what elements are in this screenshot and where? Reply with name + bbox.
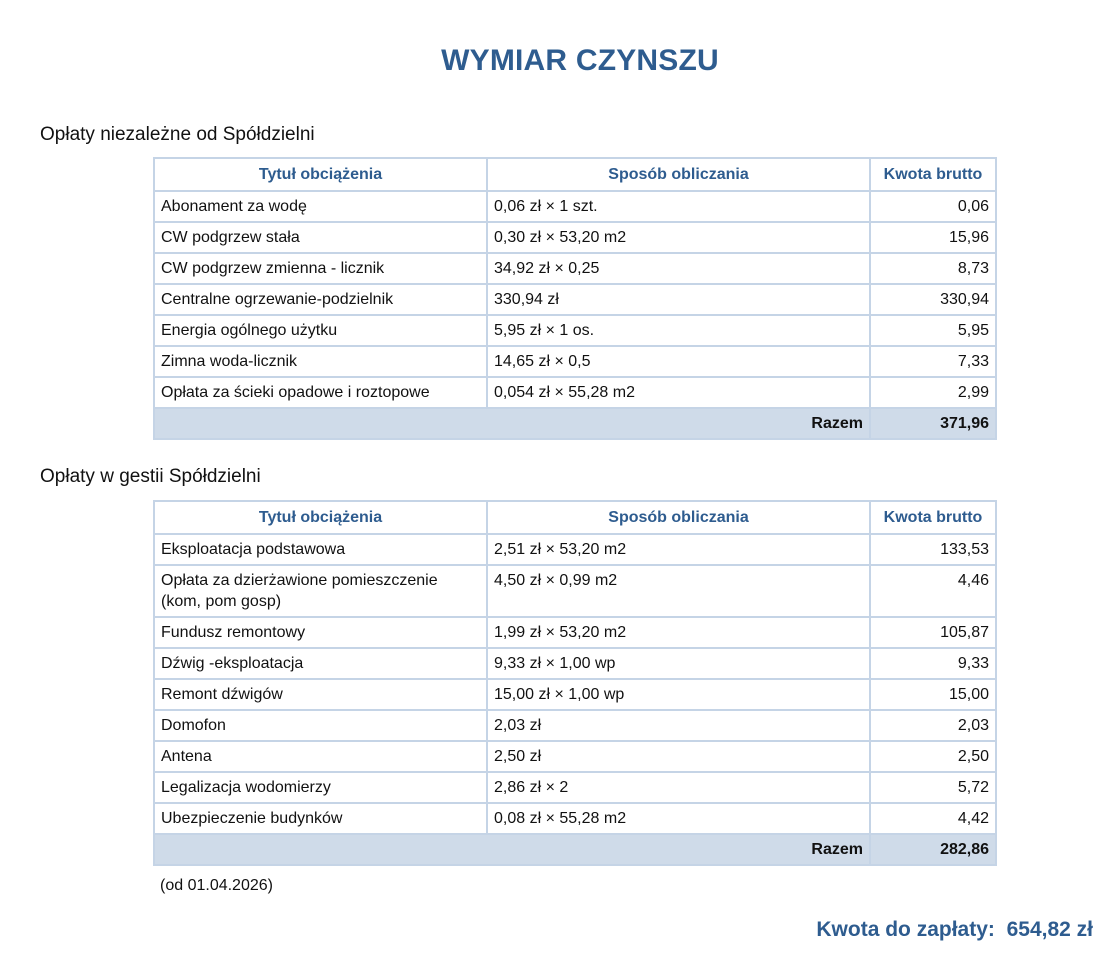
row-title: CW podgrzew zmienna - licznik xyxy=(154,253,487,284)
row-title: Centralne ogrzewanie-podzielnik xyxy=(154,284,487,315)
effective-date-note: (od 01.04.2026) xyxy=(160,877,273,894)
row-method: 0,08 zł × 55,28 m2 xyxy=(487,803,870,834)
column-header-amount: Kwota brutto xyxy=(870,501,996,534)
row-amount: 15,96 xyxy=(870,222,996,253)
row-method: 0,054 zł × 55,28 m2 xyxy=(487,377,870,408)
row-amount: 133,53 xyxy=(870,534,996,565)
column-header-method: Sposób obliczania xyxy=(487,501,870,534)
row-title: Legalizacja wodomierzy xyxy=(154,772,487,803)
total-amount: 282,86 xyxy=(870,834,996,865)
table-row xyxy=(154,222,996,253)
table-row xyxy=(154,803,996,834)
table-row xyxy=(154,772,996,803)
row-amount: 7,33 xyxy=(870,346,996,377)
table-header-row xyxy=(154,501,996,534)
row-amount: 2,50 xyxy=(870,741,996,772)
row-method: 15,00 zł × 1,00 wp xyxy=(487,679,870,710)
row-amount: 8,73 xyxy=(870,253,996,284)
row-method: 2,86 zł × 2 xyxy=(487,772,870,803)
table-header-row xyxy=(154,158,996,191)
table-row xyxy=(154,253,996,284)
row-amount: 5,72 xyxy=(870,772,996,803)
table-total-row xyxy=(154,408,996,439)
page-title: WYMIAR CZYNSZU xyxy=(441,44,719,77)
table-row xyxy=(154,565,996,617)
row-title: Fundusz remontowy xyxy=(154,617,487,648)
row-title: CW podgrzew stała xyxy=(154,222,487,253)
row-method: 2,03 zł xyxy=(487,710,870,741)
row-title: Remont dźwigów xyxy=(154,679,487,710)
amount-to-pay-label: Kwota do zapłaty: xyxy=(816,918,1001,941)
row-title: Dźwig -eksploatacja xyxy=(154,648,487,679)
section-heading-cooperative-fees: Opłaty w gestii Spółdzielni xyxy=(40,466,261,487)
row-method: 330,94 zł xyxy=(487,284,870,315)
row-title: Opłata za dzierżawione pomieszczenie (kom, pom gosp) xyxy=(154,565,487,617)
row-amount: 330,94 xyxy=(870,284,996,315)
column-header-method: Sposób obliczania xyxy=(487,158,870,191)
row-title: Zimna woda-licznik xyxy=(154,346,487,377)
table-row xyxy=(154,284,996,315)
row-amount: 15,00 xyxy=(870,679,996,710)
row-amount: 4,46 xyxy=(870,565,996,617)
row-title: Ubezpieczenie budynków xyxy=(154,803,487,834)
column-header-title: Tytuł obciążenia xyxy=(154,501,487,534)
table-row xyxy=(154,377,996,408)
row-amount: 2,03 xyxy=(870,710,996,741)
total-amount: 371,96 xyxy=(870,408,996,439)
table-row xyxy=(154,534,996,565)
row-method: 0,30 zł × 53,20 m2 xyxy=(487,222,870,253)
table-row xyxy=(154,346,996,377)
row-method: 14,65 zł × 0,5 xyxy=(487,346,870,377)
row-title: Antena xyxy=(154,741,487,772)
total-label: Razem xyxy=(154,834,870,865)
row-title: Eksploatacja podstawowa xyxy=(154,534,487,565)
table-row xyxy=(154,741,996,772)
row-amount: 5,95 xyxy=(870,315,996,346)
row-amount: 105,87 xyxy=(870,617,996,648)
total-label: Razem xyxy=(154,408,870,439)
row-title: Opłata za ścieki opadowe i roztopowe xyxy=(154,377,487,408)
row-method: 34,92 zł × 0,25 xyxy=(487,253,870,284)
table-total-row xyxy=(154,834,996,865)
row-method: 5,95 zł × 1 os. xyxy=(487,315,870,346)
row-amount: 2,99 xyxy=(870,377,996,408)
table-row xyxy=(154,617,996,648)
row-method: 2,51 zł × 53,20 m2 xyxy=(487,534,870,565)
row-method: 0,06 zł × 1 szt. xyxy=(487,191,870,222)
row-amount: 0,06 xyxy=(870,191,996,222)
table-row xyxy=(154,191,996,222)
row-title: Abonament za wodę xyxy=(154,191,487,222)
table-row xyxy=(154,679,996,710)
section-heading-independent-fees: Opłaty niezależne od Spółdzielni xyxy=(40,124,315,145)
table-row xyxy=(154,648,996,679)
row-amount: 9,33 xyxy=(870,648,996,679)
fees-table-independent xyxy=(153,157,997,440)
amount-to-pay xyxy=(816,918,1093,942)
amount-to-pay-value: 654,82 zł xyxy=(1006,918,1093,941)
column-header-amount: Kwota brutto xyxy=(870,158,996,191)
row-title: Domofon xyxy=(154,710,487,741)
row-title: Energia ogólnego użytku xyxy=(154,315,487,346)
table-row xyxy=(154,710,996,741)
column-header-title: Tytuł obciążenia xyxy=(154,158,487,191)
table-row xyxy=(154,315,996,346)
row-method: 1,99 zł × 53,20 m2 xyxy=(487,617,870,648)
row-method: 2,50 zł xyxy=(487,741,870,772)
row-method: 4,50 zł × 0,99 m2 xyxy=(487,565,870,617)
fees-table-cooperative xyxy=(153,500,997,866)
row-method: 9,33 zł × 1,00 wp xyxy=(487,648,870,679)
row-amount: 4,42 xyxy=(870,803,996,834)
